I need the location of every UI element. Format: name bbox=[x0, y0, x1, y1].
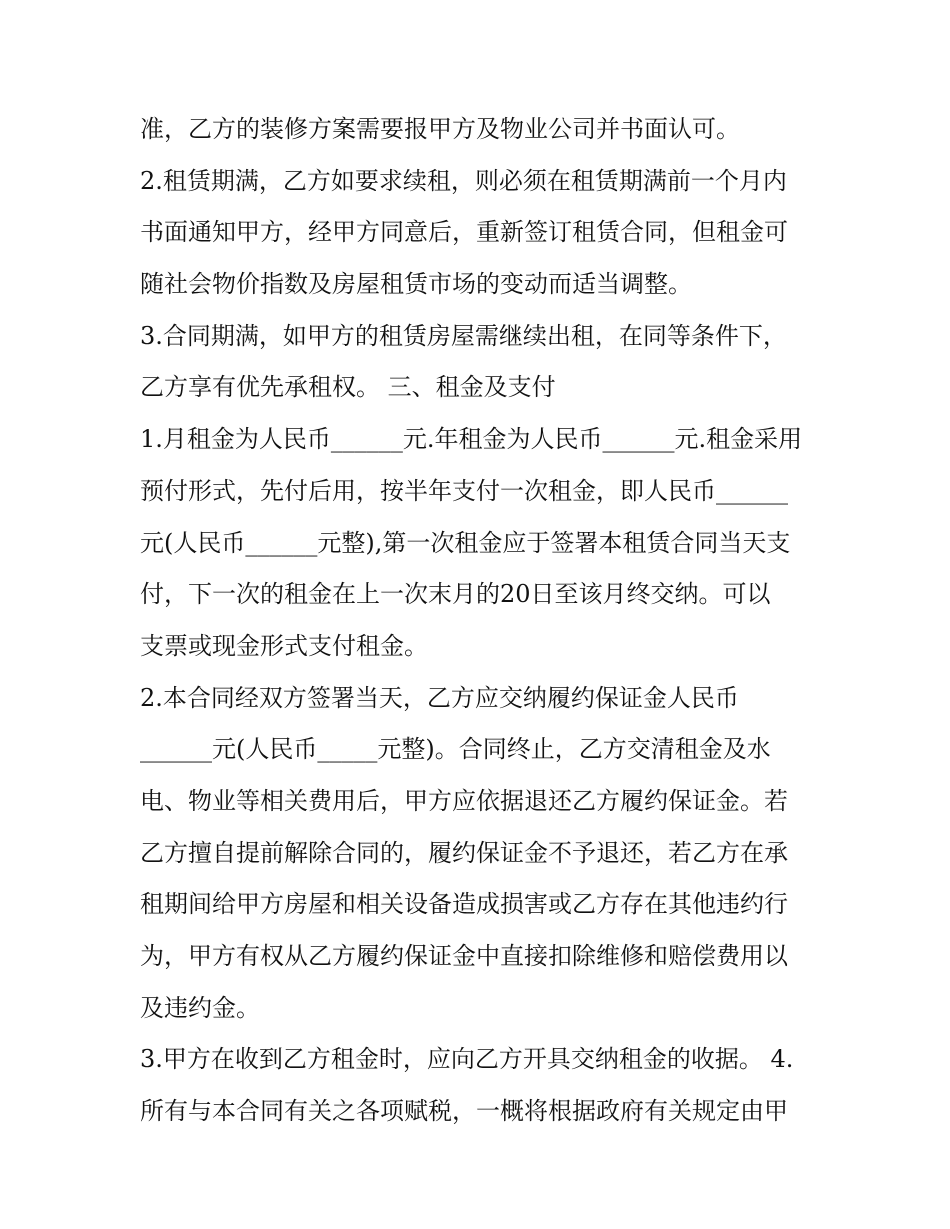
text-line: 为，甲方有权从乙方履约保证金中直接扣除维修和赔偿费用以 bbox=[140, 942, 788, 970]
text-line: 3.合同期满，如甲方的租赁房屋需继续出租，在同等条件下， bbox=[140, 321, 787, 350]
text-line: 元(人民币______元整),第一次租金应于签署本租赁合同当天支 bbox=[140, 528, 791, 557]
contract-text bbox=[140, 104, 820, 1138]
text-line: 支票或现金形式支付租金。 bbox=[140, 631, 428, 660]
text-line: 乙方享有优先承租权。 三、租金及支付 bbox=[140, 373, 556, 402]
text-line: 所有与本合同有关之各项赋税，一概将根据政府有关规定由甲 bbox=[140, 1097, 788, 1126]
text-line: 书面通知甲方，经甲方同意后，重新签订租赁合同，但租金可 bbox=[140, 218, 788, 247]
text-line: 乙方擅自提前解除合同的，履约保证金不予退还，若乙方在承 bbox=[140, 838, 788, 867]
text-line: 3.甲方在收到乙方租金时，应向乙方开具交纳租金的收据。 4. bbox=[140, 1045, 794, 1074]
text-line: 及违约金。 bbox=[140, 993, 260, 1022]
text-line: 电、物业等相关费用后，甲方应依据退还乙方履约保证金。若 bbox=[140, 786, 788, 815]
text-line: 准，乙方的装修方案需要报甲方及物业公司并书面认可。 bbox=[140, 115, 740, 143]
text-line: 1.月租金为人民币______元.年租金为人民币______元.租金采用 bbox=[140, 425, 803, 454]
text-line: 2.本合同经双方签署当天，乙方应交纳履约保证金人民币 bbox=[140, 683, 739, 712]
text-line: 租期间给甲方房屋和相关设备造成损害或乙方存在其他违约行 bbox=[140, 890, 788, 919]
text-line: 预付形式，先付后用，按半年支付一次租金，即人民币______ bbox=[140, 476, 788, 505]
text-line: 付，下一次的租金在上一次末月的20日至该月终交纳。可以 bbox=[140, 580, 771, 609]
text-line: 2.租赁期满，乙方如要求续租，则必须在租赁期满前一个月内 bbox=[140, 166, 787, 195]
text-line: 随社会物价指数及房屋租赁市场的变动而适当调整。 bbox=[140, 270, 692, 299]
text-line: ______元(人民币_____元整)。合同终止，乙方交清租金及水 bbox=[140, 735, 771, 764]
